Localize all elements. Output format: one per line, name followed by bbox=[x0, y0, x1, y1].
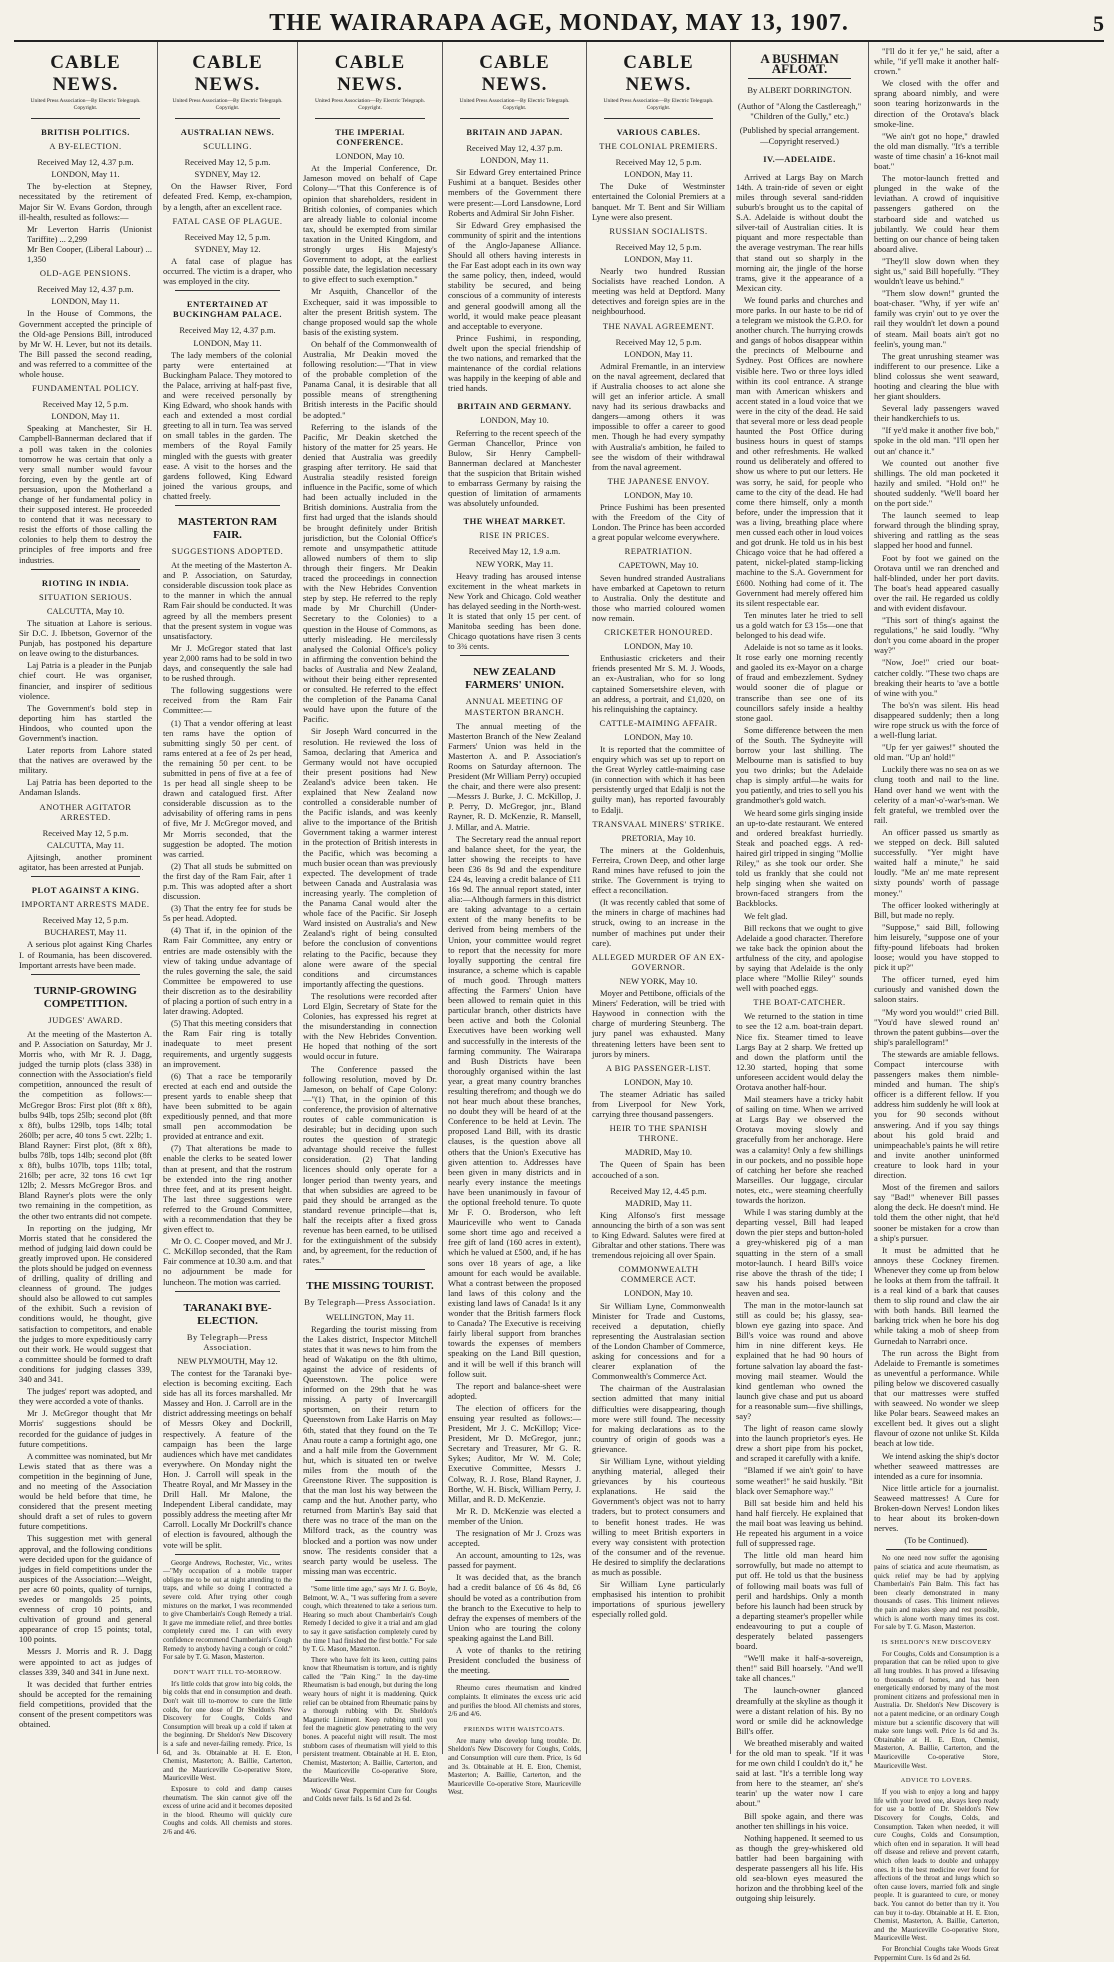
divider bbox=[31, 569, 140, 570]
dateline: SYDNEY, May 12. bbox=[194, 243, 261, 254]
received-line: Received May 12, 5 p.m. bbox=[615, 336, 702, 347]
article-subheading: CATTLE-MAIMING AFFAIR. bbox=[599, 717, 718, 728]
article-subheading: RISE IN PRICES. bbox=[479, 530, 550, 541]
paragraph: In the House of Commons, the Government accepted the principle of the Old-age Pensions Bill, introduced by Mr W. H. Lever, but not its details. The Bill passed the second reading, and was referred to a committee of the whole house. bbox=[19, 308, 152, 379]
paragraph: (6) That a race be temporarily erected at each end and outside the present yards to enable sheep that have been submitted to be again expeditiously penned, and that more small pen accommodation be provided at entrance and exit. bbox=[163, 1070, 292, 1142]
dateline: LONDON, May 11. bbox=[480, 155, 549, 166]
dateline: CAPETOWN, May 10. bbox=[618, 560, 699, 571]
dateline: LONDON, May 11. bbox=[624, 169, 693, 180]
paragraph: While I was staring dumbly at the departing vessel, Bill had leaped down the pier steps and button-holed a grey-whiskered pig of a man squatting in the stern of a small motor-launch. I heard Bill's voice rise above the thrash of the tide; I saw his hands poised between heaven and sea. bbox=[736, 1207, 863, 1298]
paragraph: Sir Edward Grey emphasised the community of spirit and the intentions of the Anglo-Japanese Alliance. Should all others having interests in the Far East adopt each in its own way the same policy, then, indeed, would stability be secured, and being conscious of a community of interests and general goodwill among all the world, it would make peace pleasant and acceptable to everyone. bbox=[448, 219, 581, 331]
paragraph: "Now, Joe!" cried our boat-catcher coldly. "These two chaps are breaking their hearts to 'ave a bottle of wine with you." bbox=[874, 657, 999, 698]
paragraph: "We ain't got no hope," drawled the old man dismally. "It's a terrible waste of time chasin' a 16-knot mail boat." bbox=[874, 130, 999, 172]
divider bbox=[175, 505, 280, 506]
divider bbox=[31, 118, 140, 119]
paragraph: Sir William Lyne particularly emphasised his intention to prohibit importations of spurious jewellery especially rolled gold. bbox=[592, 1579, 725, 1620]
advertisement: Are many who develop lung trouble. Dr. Sheldon's New Discovery for Coughs, Colds, and Consumption will cure them. Price, 1s 6d and 3s. Obtainable at H. E. Eton, Chemist, Masterton; A. Baillie, Carterton, and the Mauriceville Co-operative Store, Mauriceville West. bbox=[448, 1736, 581, 1797]
dateline: LONDON, May 11. bbox=[51, 296, 120, 307]
article-subheading: ANOTHER AGITATOR ARRESTED. bbox=[39, 801, 132, 822]
paragraph: The lady members of the colonial party were entertained at Buckingham Palace. They motored to the Palace, arriving at half-past five, and were received personally by King Edward, who shook hands with each and extended a most cordial greeting to all in turn. Tea was served on small tables in the garden. The members of the Royal Family mingled with the guests with greater ease. A visit to the horses and the gardens followed, King Edward joined the various groups, and chatted freely. bbox=[163, 349, 292, 501]
paragraph: Laj Patria is a pleader in the Punjab chief court. He was organiser, financier, and inspirer of seditious violence. bbox=[19, 660, 152, 701]
dateline: LONDON, May 10. bbox=[624, 1076, 693, 1087]
paragraph: The following suggestions were received from the Ram Fair Committee:— bbox=[163, 685, 292, 716]
paragraph: We intend asking the ship's doctor whether seaweed mattresses are intended as a cure for insomnia. bbox=[874, 1450, 999, 1481]
paragraph: (5) That this meeting considers that the Ram Fair ring is totally inadequate to meet present requirements, and urgently suggests an improvement. bbox=[163, 1018, 292, 1069]
dateline: LONDON, May 10. bbox=[624, 1288, 693, 1299]
paragraph: The by-election at Stepney, necessitated by the retirement of Major Sir W. Evans Gordon, through ill-health, resulted as follows:— bbox=[19, 181, 152, 222]
paragraph: Sir William Lyne, without yielding anything material, alleged their grievances by his courteous explanations. He said the Government's object was not to harry traders, but to protect consumers and to benefit honest trades. He was willing to meet British exporters in every way consistent with protection of the consumer and of the revenue. He desired to simplify the declarations as much as possible. bbox=[592, 1455, 725, 1577]
paragraph: The great unrushing steamer was indifferent to our presence. Like a blind colossus she went seaward, hooting and clearing the blue with her giant shoulders. bbox=[874, 350, 999, 402]
divider bbox=[175, 1554, 280, 1555]
paragraph: The motor-launch fretted and plunged in the wake of the leviathan. A crowd of inquisitive passengers gathered on the starboard side and watched us jubilantly. We could hear them betting on our chance of being taken aboard alive. bbox=[874, 173, 999, 254]
article-subheading: ANNUAL MEETING OF MASTERTON BRANCH. bbox=[464, 696, 565, 717]
source-line: United Press Association—By Electric Telegraph. Copyright. bbox=[603, 98, 714, 111]
advertisement: No one need now suffer the agonising pains of sciatica and acute rheumatism, as quick relief may be had by applying Chamberlain's Pain Balm. This fact has been clearly demonstrated in many thousands of cases. This liniment relieves the pain and makes sleep and rest possible, which is alone worth many times its cost. For sale by T. G. Mason, Masterton. bbox=[874, 1554, 999, 1632]
paragraph: Luckily there was no sea on as we clung tooth and nail to the line. Hand over hand we went with the celerity of a man'-o'-war's-man. We felt grateful, we trembled over the rail. bbox=[874, 764, 999, 825]
received-line: Received May 12, 4.37 p.m. bbox=[37, 157, 134, 168]
advertisement: For Bronchial Coughs take Woods Great Peppermint Cure. 1s 6d and 2s 6d. bbox=[874, 1944, 999, 1962]
paragraph: Adelaide is not so tame as it looks. It rose early one morning recently and gaoled its ex-Mayor on a charge of fraud and embezzlement. Sydney would sooner die of plague or transcribe than see one of its councillors safely inside a healthy stone gaol. bbox=[736, 642, 863, 723]
section-heading: CABLE NEWS. bbox=[50, 52, 121, 95]
paragraph: Mr J. McGregor stated that last year 2,000 rams had to be sold in two days, and consequently the sale had to be rushed through. bbox=[163, 642, 292, 684]
paragraph: Sir Edward Grey entertained Prince Fushimi at a banquet. Besides other members of the Government there were present:—Lord Lansdowne, Lord Roberts and Admiral Sir John Fisher. bbox=[448, 167, 581, 218]
paragraph: The bo's'n was silent. His head disappeared suddenly; then a long wire rope struck us with the force of a well-flung lariat. bbox=[874, 699, 999, 741]
advertisement: Exposure to cold and damp causes rheumatism. The skin cannot give off the excess of urine acid and it becomes deposited in the blood. Rheumo will quickly cure Coughs and colds. All chemists and stores. 2/6 and 4/6. bbox=[163, 1784, 292, 1836]
article-subheading: SUGGESTIONS ADOPTED. bbox=[171, 546, 284, 556]
paragraph: Bill sat beside him and held his hand half fiercely. He explained that the mail boat was leaving us behind. He repeated his argument in a voice full of suppressed rage. bbox=[736, 1497, 863, 1549]
source-line: United Press Association—By Electric Telegraph. Copyright. bbox=[172, 98, 283, 111]
masthead bbox=[14, 8, 1104, 42]
dateline: NEW YORK, May 10. bbox=[619, 975, 698, 986]
advertisement: It's little colds that grow into big colds, the big colds that end in consumption and death. Don't wait till to-morrow to cure the little colds, for one dose of Dr Sheldon's New Discovery for Coughs, Colds and Consumption will break up a cold if taken at the beginning. Dr Sheldon's New Discovery is a safe and never-failing remedy. Price, 1s 6d, and 3s. Obtainable at H. E. Eton, Chemist, Masterton; A. Baillie, Carterton, and the Mauriceville Co-operative Store, Mauriceville West. bbox=[163, 1679, 292, 1783]
section-heading: CABLE NEWS. bbox=[192, 52, 263, 95]
dateline: LONDON, May 10. bbox=[624, 489, 693, 500]
paragraph: Ten minutes later he tried to sell us a gold watch for £3 15s—one that belonged to his dead wife. bbox=[736, 609, 863, 640]
article-subheading: TRANSVAAL MINERS' STRIKE. bbox=[592, 818, 725, 829]
article-subheading: THE COLONIAL PREMIERS. bbox=[599, 141, 718, 152]
section-heading: CABLE NEWS. bbox=[623, 52, 694, 95]
column-2 bbox=[158, 42, 298, 1836]
article-heading: VARIOUS CABLES. bbox=[616, 127, 701, 137]
dateline: WELLINGTON, May 11. bbox=[325, 1311, 415, 1322]
advertisement: Woods' Great Peppermint Cure for Coughs and Colds never fails. 1s 6d and 2s 6d. bbox=[303, 1786, 437, 1804]
dateline: MADRID, May 10. bbox=[624, 1147, 693, 1158]
paragraph: A vote of thanks to the retiring President concluded the business of the meeting. bbox=[448, 1645, 581, 1676]
dateline: MADRID, May 11. bbox=[625, 1197, 692, 1208]
paragraph: Mr O. C. Cooper moved, and Mr J. C. McKillop seconded, that the Ram Fair commence at 10.30 a.m. and that no adjournment be made for luncheon. The motion was carried. bbox=[163, 1236, 292, 1287]
divider bbox=[175, 118, 280, 119]
article-subheading: JUDGES' AWARD. bbox=[48, 1014, 123, 1025]
paragraph: Moyer and Pettibone, officials of the Miners' Federation, will be tried with Haywood in connection with the charge of murdering Steunberg. The jury panel was exhausted. Many threatening letters have been sent to jurors by miners. bbox=[592, 988, 725, 1059]
paragraph: We heard some girls singing inside an up-to-date restaurant. We entered and ordered breakfast hurriedly. Steak and poached eggs. A red-haired girl tripped in singing "Mollie Riley," as she took our order. She told us frankly that she could not help singing when she waited on brown-faced strangers from the Backblocks. bbox=[736, 807, 864, 909]
paragraph: (2) That all studs be submitted on the first day of the Ram Fair, after 1 p.m. This was adopted after a short discussion. bbox=[163, 860, 292, 902]
paragraph: We closed with the offer and sprang aboard nimbly, and were soon tearing horizonwards in the direction of the Orotava's black smoke-line. bbox=[874, 78, 999, 129]
article-heading: AUSTRALIAN NEWS. bbox=[180, 127, 275, 137]
dateline: LONDON, May 11. bbox=[51, 169, 120, 180]
paragraph: "If ye'd make it another five bob," spoke in the old man. "I'll open her out an' chance it." bbox=[874, 425, 999, 456]
paragraph: The miners at the Goldenhuis, Ferreira, Crown Deep, and other large Rand mines have refused to join the strike. The Government is trying to effect a reconciliation. bbox=[592, 844, 725, 896]
paragraph: "We'll make it half-a-sovereign, then!" said Bill hoarsely. "And we'll take all chances." bbox=[736, 1653, 863, 1684]
received-line: Received May 12, 5 p.m. bbox=[42, 827, 129, 838]
article-heading: RIOTING IN INDIA. bbox=[41, 577, 130, 588]
paragraph: Bill spoke again, and there was another ten shillings in his voice. bbox=[736, 1810, 863, 1831]
dateline: CALCUTTA, May 10. bbox=[46, 605, 125, 616]
paragraph: Arrived at Largs Bay on March 14th. A train-ride of seven or eight miles through several sand-ridden suburb's brought us to the capital of S.A. Adelaide is without doubt the silver-tail of Australian cities. It is piquant and more respectable than the average vestryman. The rear hills that stand out so sharply in the morning air, the jingle of the horse trams, give it the appearance of a Mexican city. bbox=[736, 171, 863, 293]
article-subheading: SITUATION SERIOUS. bbox=[38, 591, 133, 602]
paragraph: In reporting on the judging, Mr Morris stated that he considered the method of judging laid down could be greatly improved upon. He considered the plots should be judged on evenness of drilling, quality of drilling and cleanness of ground. The judges should also be allowed to cut samples of the exhibit. Such a revision of conditions would, he thought, give satisfaction to competitors, and enable the judges to more expeditiously carry out their work. He would suggest that a committee should be formed to draft conditions for judging classes 339, 340 and 341. bbox=[19, 1222, 152, 1385]
paragraph: A committee was nominated, but Mr Lewis stated that as there was a competition in the beginning of June, and no meeting of the Association would be held before that time, he considered that the present meeting should draft a set of rules to govern future competitions. bbox=[19, 1450, 152, 1532]
paragraph: Ajitsingh, another prominent agitator, has been arrested at Punjab. bbox=[19, 851, 152, 872]
continued-note: (To be Continued). bbox=[904, 1535, 969, 1546]
article-subheading: SCULLING. bbox=[203, 141, 252, 152]
article-subheading: ALLEGED MURDER OF AN EX-GOVERNOR. bbox=[592, 951, 725, 972]
article-subheading: THE BOAT-CATCHER. bbox=[753, 997, 846, 1008]
article-subheading: THE JAPANESE ENVOY. bbox=[607, 475, 710, 486]
divider bbox=[886, 1549, 987, 1550]
dateline: LONDON, May 11. bbox=[624, 253, 693, 264]
article-heading: TARANAKI BYE-ELECTION. bbox=[183, 1301, 272, 1327]
article-heading: TURNIP-GROWING COMPETITION. bbox=[34, 984, 137, 1010]
serial-title: A BUSHMAN AFLOAT. bbox=[760, 51, 839, 77]
received-line: Received May 12, 4.37 p.m. bbox=[179, 325, 276, 336]
column-4 bbox=[443, 42, 587, 1797]
paragraph: It is reported that the committee of enquiry which was set up to report on the Great Wyrley cattle-maiming case (in connection with which it has been persistently urged that Edalji is not the guilty man), has reported favourably to Edalji. bbox=[592, 743, 725, 815]
dateline: LONDON, May 11. bbox=[193, 337, 262, 348]
paragraph: Enthusiastic cricketers and their friends presented Mr S. M. J. Woods, an ex-Australian, who for so long captained Somersetshire eleven, with an address, a portrait, and £1,020, on his relinquishing the captaincy. bbox=[592, 653, 725, 714]
article-subheading: THE NAVAL AGREEMENT. bbox=[602, 320, 715, 331]
publish-note: (Published by special arrangement. —Copyright reserved.) bbox=[739, 125, 860, 146]
advertisement-heading: DON'T WAIT TILL TO-MORROW. bbox=[173, 1668, 282, 1676]
paragraph: We counted out another five shillings. The old man pocketed it hazily and smiled. "Hold on!" he shouted suddenly. "We'll board her on the port side." bbox=[874, 457, 999, 509]
article-heading: THE WHEAT MARKET. bbox=[463, 516, 566, 527]
paragraph: The Government's bold step in deporting him has startled the Hindoos, who counted upon the Government's inaction. bbox=[19, 702, 152, 743]
paragraph: Laj Patria has been deported to the Andaman Islands. bbox=[19, 777, 152, 798]
paragraph: (3) That the entry fee for studs be 5s per head. Adopted. bbox=[163, 903, 292, 924]
paragraph: King Alfonso's first message announcing the birth of a son was sent to King Edward. Salutes were fired at Gibraltar and other stations. There was tremendous rejoicing all over Spain. bbox=[592, 1209, 725, 1261]
divider bbox=[460, 118, 569, 119]
received-line: Received May 12, 5 p.m. bbox=[184, 231, 271, 242]
column-1 bbox=[14, 42, 158, 1754]
paragraph: Mr R. D. McKenzie was elected a member of the Union. bbox=[448, 1505, 581, 1526]
paragraph: Speaking at Manchester, Sir H. Campbell-Bannerman declared that if a poll was taken in the colonies tomorrow he was certain that only a very small number would favour forcing, even by the gentle art of persuasion, upon the Motherland a change of her fundamental policy in their supposed interest. He proceeded to contend that it was necessary to resist the efforts of those calling the colonies to help them to destroy the principles of free imports and free industries. bbox=[19, 423, 152, 565]
column-7 bbox=[869, 42, 1004, 1962]
paragraph: We felt glad. bbox=[744, 910, 788, 921]
paragraph: The launch-owner glanced dreamfully at the skyline as though it were a distant relation of his. By no word or smile did he acknowledge Bill's offer. bbox=[736, 1685, 863, 1736]
divider bbox=[31, 876, 140, 877]
dateline: NEW YORK, May 11. bbox=[475, 558, 554, 569]
paragraph: The chairman of the Australasian section admitted that many initial difficulties were disappearing, though more were still found. The necessity for making declarations as to the country of origin of goods was a grievance. bbox=[592, 1383, 725, 1454]
paragraph: We found parks and churches and more parks. In our haste to be rid of a telegram we mistook the G.P.O. for another church. The hurrying crowds and gangs of hobos disappear within the precincts of Melbourne and Sydney. Post Offices are nowhere visible here. Two or three loys idled within its cool entrance. A strange man with American whiskers and accent stated in a loud voice that we were in the city of the dead. He said that several more or less dead people haunted the Post Office during business hours in quest of stamps and other refreshments. He walked round us deliberately and offered to show us where to put our letters. He was sorry, he said, for people who came to the city of the dead. He had come there himself, only a month before, under the impression that it was a living, breathing place where men cussed each other in loud voices and got drunk. He told us in his best Chicago voice that he had offered a patent, nickel-plated stamp-licking machine to the S.A. Government for £600. Nothing had come of it. The Government had merely offered him its silent respectable ear. bbox=[736, 294, 863, 608]
section-heading: CABLE NEWS. bbox=[479, 52, 550, 95]
advertisement: Rheumo cures rheumatism and kindred complaints. It eliminates the excess uric acid and purifies the blood. All chemists and stores, 2/6 and 4/6. bbox=[448, 1684, 581, 1719]
column-6 bbox=[731, 42, 869, 1904]
article-subheading: COMMONWEALTH COMMERCE ACT. bbox=[618, 1264, 699, 1285]
paragraph: Prince Fushimi has been presented with the Freedom of the City of London. The Prince has been accorded a great popular welcome everywhere. bbox=[592, 502, 725, 543]
paragraph: Nothing happened. It seemed to us as though the grey-whiskered old battler had been bargaining with desperate passengers all his life. His old sea-blown eyes measured the horizon and the throbbing keel of the outgoing ship leisurely. bbox=[736, 1832, 863, 1904]
paragraph: It must be admitted that he annoys these Cockney firemen. Whenever they come up from below he looks at them from the taffrail. It is a real kind of a bark that causes them to slip round and claw the air with both hands. Bill learned the barking trick when he bore his dog while taking a mob of sheep from Gurnedah to Narrabri once. bbox=[874, 1244, 999, 1346]
article-heading: THE MISSING TOURIST. bbox=[306, 1280, 434, 1293]
masthead-title: THE WAIRARAPA AGE, MONDAY, MAY 13, 1907. bbox=[269, 10, 849, 36]
paragraph: The little old man heard him sorrowfully, but made no attempt to put off. He told us that the business of following mail boats was full of peril and hardships. Only a month before his launch had been struck by a departing steamer's propeller while endeavouring to put a couple of desperately belated passengers board. bbox=[736, 1550, 863, 1652]
paragraph: The election of officers for the ensuing year resulted as follows:—President, Mr J. C. McKillop; Vice-President, Mr D. McGregor, junr.; Secretary and Treasurer, Mr G. R. Sykes; Auditor, Mr W. M. Cole; Executive Committee, Messrs J. Colway, R. J. Rose, Bland Rayner, J. Borthe, W. H. Bisck, William Perry, J. Millar, and R. D. McKenzie. bbox=[448, 1402, 581, 1504]
paragraph: On behalf of the Commonwealth of Australia, Mr Deakin moved the following resolution:—"That in view of the probable completion of the Panama Canal, it is desirable that all possible means of strengthening British interests in the Pacific should be adopted." bbox=[303, 338, 437, 420]
received-line: Received May 12, 5 p.m. bbox=[184, 157, 271, 168]
paragraph: Admiral Fremantle, in an interview on the naval agreement, declared that if Australia chooses to act alone she will get an inferior article. A small navy had its serious drawbacks and dangers—among others it was impossible to offer a career to good men. Though he had every sympathy with Australia's ambition, he failed to see the wisdom of their withdrawal from the naval agreement. bbox=[592, 360, 725, 472]
paragraph: Sir William Lyne, Commonwealth Minister for Trade and Customs, received a deputation, chiefly representing the Australasian section of the London Chamber of Commerce, asking for concessions and for a clearer explanation of the Commonwealth's Commerce Act. bbox=[592, 1300, 725, 1382]
divider bbox=[460, 1679, 569, 1680]
divider bbox=[175, 1291, 280, 1292]
article-heading: PLOT AGAINST A KING. bbox=[31, 885, 140, 896]
paragraph: Later reports from Lahore stated that the natives are overawed by the military. bbox=[19, 745, 152, 776]
advertisement: "Some little time ago," says Mr J. G. Boyle, Belmont, W. A., "I was suffering from a severe cough, which threatened to take a serious turn. Hearing so much about Chamberlain's Cough Remedy I decided to give it a trial and am glad to say it gave satisfaction completely cured by the time I had finished the first bottle." For sale by T. G. Mason, Masterton. bbox=[303, 1584, 437, 1654]
received-line: Received May 12, 4.37 p.m. bbox=[466, 143, 563, 154]
advertisement-heading: IS SHELDON'S NEW DISCOVERY bbox=[881, 1638, 992, 1646]
dateline: LONDON, May 11. bbox=[624, 348, 693, 359]
source-line: United Press Association—By Electric Telegraph. Copyright. bbox=[30, 98, 141, 111]
paragraph: We returned to the station in time to see the 12 a.m. boat-train depart. Nice fix. Steamer timed to leave Largs Bay at 2 sharp. We fretted up and down the platform until the 12.30 started, hoping that some unforeseen accident would delay the Orotava another half-hour. bbox=[736, 1011, 863, 1092]
paragraph: At the meeting of the Masterton A. and P. Association on Saturday, Mr J. Morris who, with Mr R. J. Dagg, judged the turnip plots (class 338) in connection with the Association's field competition, announced the result of the competition as follows:—McGregor Bros: First plot (8ft x 8ft), bulbs 94lb, tops 25lb; second plot (8ft x 8ft), bulbs 129lb, tops 14lb; total 260lb; per acre, 40 tons 5 cwt. 22lb; 1. Bland Rayner: First plot, (8ft x 8ft), bulbs 78lb, tops 14lb; second plot (8ft x 8ft), bulbs 107lb, tops 11lb; total, 216lb; per acre, 32 tons 16 cwt 1qr 12lb; 2. Messrs McGregor Bros. and Bland Rayner's plots were the only two remaining in the competition, as the other two entrants did not compete. bbox=[19, 1028, 152, 1221]
paragraph: "Up fer yer gaiwes!" shouted the old man. "Up an' hold!" bbox=[874, 742, 999, 763]
paragraph: (1) That a vendor offering at least ten rams have the option of submitting singly 50 per cent. of rams entered at a fee of 2s per head, the remaining 50 per cent. to be submitted in pens of five at a fee of 1s per head all single sheep to be drawn and catalogued first. After considerable discussion as to the advisability of offering rams in pens of five, Mr J. McGregor moved, and Mr Morris seconded, that the suggestion be adopted. The motion was carried. bbox=[163, 717, 292, 859]
paragraph: "This sort of thing's against the regulations," he said loudly. "Why don't you come aboard in the proper way?" bbox=[874, 615, 999, 656]
paragraph: "My word you would!" cried Bill. "You'd have slewed round an' thrown the patent gubbins—over the ship's paralellogram!" bbox=[874, 1006, 999, 1047]
paragraph: A fatal case of plague has occurred. The victim is a draper, who was employed in the city. bbox=[163, 255, 292, 287]
article-subheading: IMPORTANT ARRESTS MADE. bbox=[21, 899, 150, 910]
paragraph: "Them slow down!" grunted the boat-chaser. "Why, if yer wife an' family was cryin' out to ye over the rail they wouldn't let down a pound of steam. Mail boats ain't got no feelin's, young man." bbox=[874, 288, 999, 349]
divider bbox=[460, 655, 569, 656]
dateline: LONDON, May 11. bbox=[51, 411, 120, 422]
paragraph: An officer passed us smartly as we stepped on deck. Bill saluted successfully. "Yer might have waited half a minute," he said loudly. "Me an' me mate represent sixty pounds' worth of passage money." bbox=[874, 826, 999, 898]
article-subheading: HEIR TO THE SPANISH THRONE. bbox=[609, 1123, 708, 1144]
dateline: SYDNEY, May 12. bbox=[194, 169, 261, 180]
article-subheading: FATAL CASE OF PLAGUE. bbox=[172, 215, 283, 226]
article-heading: BRITISH POLITICS. bbox=[41, 127, 130, 137]
dateline: NEW PLYMOUTH, May 12. bbox=[177, 1355, 278, 1366]
paragraph: The resolutions were recorded after Lord Elgin, Secretary of State for the Colonies, has expressed his regret at the misunderstanding in connection with the New Hebrides Convention. He hoped that nothing of the sort would occur in future. bbox=[303, 990, 437, 1062]
received-line: Received May 12, 5 p.m. bbox=[42, 915, 129, 926]
paragraph: The Conference passed the following resolution, moved by Dr. Jameson, on behalf of Cape Colony:—"(1) That, in the opinion of this conference, the provision of alternative routes of cable communication is desirable; but in deciding upon such routes the question of strategic advantage should receive the fullest consideration. (2) That landing licences should only operate for a longer period than twenty years, and that when subsidies are agreed to be paid they should be arranged as the standard revenue principle—that is, half the receipts after a fixed gross revenue has been earned, to be utilised for the extinguishment of the subsidy and, by agreement, for the reduction of rates." bbox=[303, 1063, 437, 1266]
advertisement-heading: FRIENDS WITH WAISTCOATS. bbox=[463, 1725, 566, 1733]
article-heading: ENTERTAINED AT BUCKINGHAM PALACE. bbox=[173, 299, 282, 320]
article-subheading: FUNDAMENTAL POLICY. bbox=[31, 383, 140, 394]
received-line: Received May 12, 5 p.m. bbox=[615, 157, 702, 168]
columns bbox=[14, 42, 1104, 1962]
paragraph: Seven hundred stranded Australians have embarked at Capetown to return to Australia. Only the destitute and those who married coloured women now remain. bbox=[592, 572, 725, 623]
paragraph: The report and balance-sheet were adopted. bbox=[448, 1380, 581, 1401]
page-number: 5 bbox=[1093, 11, 1104, 36]
divider bbox=[315, 1269, 425, 1270]
dateline: PRETORIA, May 10. bbox=[621, 832, 696, 843]
paragraph: The situation at Lahore is serious. Sir D.C. J. Ibbetson, Governor of the Punjab, has postponed his departure on leave owing to the disturbances. bbox=[19, 617, 152, 659]
paragraph: It was decided that, as the branch had a credit balance of £6 4s 8d, £6 should be voted as a contribution from the branch to the Executive to help to defray the expenses of members of the Union who are touring the colony speaking against the Land Bill. bbox=[448, 1572, 581, 1643]
chapter-heading: IV.—ADELAIDE. bbox=[763, 153, 836, 164]
byline: By Telegraph—Press Association. bbox=[186, 1331, 269, 1352]
source-line: United Press Association—By Electric Telegraph. Copyright. bbox=[459, 98, 570, 111]
paragraph: Mail steamers have a tricky habit of sailing on time. When we arrived at Largs Bay we observed the Orotava moving slowly and gracefully from her anchorage. Here was a calamity! Only a few shillings in our pockets, and no possible hope of catching her before she reached Marseilles. Our luggage, circular notes, etc., were steaming cheerfully towards the horizon. bbox=[736, 1094, 863, 1206]
article-heading: THE IMPERIAL CONFERENCE. bbox=[335, 127, 405, 148]
paragraph: We breathed miserably and waited for the old man to speak. "If it was for me own child I couldn't do it," he said at last. "It's a terrible long way from here to the steamer, an' she's tearin' up the water now I care about." bbox=[736, 1737, 863, 1809]
article-heading: BRITAIN AND JAPAN. bbox=[466, 127, 563, 137]
byline: By Telegraph—Press Association. bbox=[304, 1297, 436, 1308]
paragraph: Nearly two hundred Russian Socialists have reached London. A meeting was held at Deptford. Many detectives and foreign spies are in the neighbourhood. bbox=[592, 266, 725, 317]
divider bbox=[604, 118, 713, 119]
paragraph: The Queen of Spain has been accouched of a son. bbox=[592, 1159, 725, 1180]
author-note: (Author of "Along the Castlereagh," "Children of the Gully," etc.) bbox=[737, 101, 862, 122]
dateline: BUCHAREST, May 11. bbox=[44, 927, 127, 938]
article-subheading: A BIG PASSENGER-LIST. bbox=[605, 1062, 712, 1073]
divider bbox=[748, 78, 851, 79]
paragraph: The contest for the Taranaki bye-election is becoming exciting. Each side has all its forces marshalled. Mr Massey and Hon. J. Carroll are in the district addressing meetings on behalf of Messrs Okey and Dockrill, respectively. A feature of the campaign has been the large audiences which have met candidates everywhere. On Monday night the Hon. J. Carroll will speak in the Theatre Royal, and Mr Massey in the Drill Hall. Mr Malone, the Independent Liberal candidate, may possibly address the meeting after Mr Carroll. Locally Mr Dockrill's chance of election is favoured, although the vote will be split. bbox=[163, 1367, 292, 1550]
received-line: Received May 12, 4.45 p.m. bbox=[610, 1185, 707, 1196]
column-3 bbox=[298, 42, 443, 1804]
paragraph: The officer looked witheringly at Bill, but made no reply. bbox=[874, 899, 999, 920]
paragraph: Most of the firemen and sailors say "Bad!" whenever Bill passes along the deck. He doesn't mind. He told them the other night, that he'd sooner be mistaken for a crow than a ship's pursuer. bbox=[874, 1182, 999, 1243]
paragraph: Referring to the recent speech of the German Chancellor, Prince von Bulow, Sir Henry Campbell-Bannerman declared at Manchester that the suspicion that Britain wished to embarrass Germany by raising the question of limitation of armaments was absolutely unfounded. bbox=[448, 427, 581, 509]
advertisement-heading: ADVICE TO LOVERS. bbox=[900, 1777, 973, 1785]
article-subheading: A BY-ELECTION. bbox=[49, 141, 122, 152]
paragraph: The run across the Bight from Adelaide to Fremantle is sometimes as uneventful a performance. While piling below we discovered casually that our mattresses were stuffed with seaweed. No wonder we sleep like Polar bears. Seaweed makes an excellent bed. It gives out a slight flavour of ozone not unlike St. Kilda beach at low tide. bbox=[874, 1347, 999, 1449]
paragraph: This suggestion met with general approval, and the following conditions were decided upon for the guidance of judges in field competitions under the auspices of the Association:—Weight, per acre 60 points, quality of turnips, swedes or mangolds 25 points, evenness of crop 10 points, and cultivation of ground and general appearance of crop 15 points; total, 100 points. bbox=[19, 1533, 152, 1645]
paragraph: The annual meeting of the Masterton Branch of the New Zealand Farmers' Union was held in the Masterton A. and P. Association's Rooms on Saturday afternoon. The President (Mr William Perry) occupied the chair, and there were also present:—Messrs J. Burke, J. C. McKillop, J. P. Perry, D. McGregor, jnr., Bland Rayner, R. D. McKenzie, R. Mansell, J. Millar, and A. Matrie. bbox=[448, 720, 581, 832]
divider bbox=[31, 974, 140, 975]
paragraph: A serious plot against King Charles I. of Roumania, has been discovered. Important arrests have been made. bbox=[19, 939, 152, 970]
dateline: LONDON, May 10. bbox=[624, 731, 693, 742]
paragraph: The officer turned, eyed him curiously and vanished down the saloon stairs. bbox=[874, 974, 999, 1005]
dateline: LONDON, May 10. bbox=[335, 151, 405, 162]
paragraph: (It was recently cabled that some of the miners in charge of machines had struck, owing to an increase in the number of machines put under their care). bbox=[592, 897, 725, 948]
dateline: LONDON, May 10. bbox=[480, 415, 549, 426]
divider bbox=[315, 1580, 425, 1581]
article-heading: NEW ZEALAND FARMERS' UNION. bbox=[465, 666, 564, 692]
paragraph: "Suppose," said Bill, following him leisurely, "suppose one of your fifty-pound lifeboats had broken loose; would you have stopped to pick it up?" bbox=[874, 921, 999, 973]
received-line: Received May 12, 5 p.m. bbox=[42, 399, 129, 410]
dateline: LONDON, May 10. bbox=[624, 641, 693, 652]
paragraph: Foot by foot we gained on the Orotava until we ran drenched and half-blinded, under her port davits. The boat's head appeared casually over the rail. He regarded us coldly and with evident disfavour. bbox=[874, 552, 999, 613]
source-line: United Press Association—By Electric Telegraph. Copyright. bbox=[315, 98, 425, 111]
poll-result: Mr Leverton Harris (Unionist Tariffite) ... 2,299 bbox=[27, 223, 152, 244]
advertisement: There who have felt its keen, cutting pains know that Rheumatism is torture, and is rightly called the "Pain King." In the day-time Rheumatism is bad enough, but during the long weary hours of night it is maddening. Quick relief can be obtained from Rheumatic pains by a thorough rubbing with Dr. Sheldon's Magnetic Liniment. Keep rubbing until you feel the magnetic glow penetrating to the very bones. A peaceful night will result. The most stubborn cases of rheumatism will yield to this persistent treatment. Obtainable at H. E. Eton, Chemist, Masterton; A. Baillie, Carterton, and the Mauriceville Co-operative Store, Mauriceville West. bbox=[303, 1655, 437, 1784]
paragraph: Some difference between the men of the South. The Sydneyite will borrow your last shilling. The Melbourne man is satisfied to buy you two drinks; but the Adelaide chap is simply artful—he waits for you patiently, and tries to sell you his grandmother's gold watch. bbox=[736, 724, 863, 806]
paragraph: "Blamed if we ain't goin' to have some weather!" he said huskily. "Bit black over Semaphore way." bbox=[736, 1465, 863, 1496]
paragraph: Sir Joseph Ward concurred in the resolution. He reviewed the loss of Samoa, declaring that America and Germany would not have occupied their present positions had New Zealand's advice been taken. He explained that New Zealand now controlled a considerable number of the Pacific islands, and was keenly alive to the importance of the British Government taking a warmer interest in the protection of British interests in the Pacific, which was becoming a much busier ocean than was previously expected. The development of trade between Canada and Australasia was increasing yearly. The completion of the Panama Canal would alter the whole face of the Pacific. Sir Joseph Ward insisted on Australia's and New Zealand's right of being consulted before the conclusion of conventions relating to the Pacific, because they alone were aware of the special conditions and circumstances importantly affecting the questions. bbox=[303, 726, 437, 989]
article-subheading: REPATRIATION. bbox=[624, 546, 693, 557]
article-subheading: OLD-AGE PENSIONS. bbox=[39, 268, 132, 279]
received-line: Received May 12, 1.9 a.m. bbox=[468, 546, 561, 557]
paragraph: The man in the motor-launch sat still as could be; his glassy, sea-blown eye gazing into space. And Bill's voice was round and above him in nine different keys. He explained that he had 90 hours of fortune salvation lay aboard the fast-moving mail steamer. Would the kind gentleman who owned the launch give chase and put us aboard for a reasonable sum—five shillings, say? bbox=[736, 1299, 863, 1421]
paragraph: The light of reason came slowly into the launch proprietor's eyes. He drew a short pipe from his pocket, and scraped it carefully with a knife. bbox=[736, 1423, 863, 1464]
paragraph: It was decided that further entries should be accepted for the remaining field competitions, provided that the consent of the present competitors was obtained. bbox=[19, 1678, 152, 1730]
article-subheading: CRICKETER HONOURED. bbox=[604, 627, 713, 638]
paragraph: Mr J. McGregor thought that Mr Morris' suggestions should be recorded for the guidance of judges in future competitions. bbox=[19, 1408, 152, 1449]
paragraph: Bill reckons that we ought to give Adelaide a good character. Therefore we take back the opinion about the artfulness of the city, and apologise by saying that Adelaide is the only place where "Mollie Riley" sounds well with poached eggs. bbox=[736, 922, 863, 994]
paragraph: (7) That alterations be made to enable the clerks to be seated lower than at present, and that the rostrum be extended into the ring another three feet, and at its present height. The last three suggestions were referred to the Ground Committee, with a recommendation that they be given effect to. bbox=[163, 1143, 292, 1235]
byline: By ALBERT DORRINGTON. bbox=[747, 85, 852, 96]
article-subheading: RUSSIAN SOCIALISTS. bbox=[609, 225, 708, 236]
paragraph: Referring to the islands of the Pacific, Mr Deakin sketched the history of the matter for 25 years. He denied that Australia was greedily grasping after territory. He said that Australia steadily resisted foreign influence in the Pacific, some of which had been actually included in the British dominions. Australia from the first had urged that the islands should be brought definitely under British jurisdiction, but the Colonial Office's remote and unsympathetic attitude allowed numbers of them to slip through their fingers. Mr Deakin traced the proceedings in connection with the New Hebrides Convention step by step. He referred to the reply made by Mr Churchill (Under-Secretary to the Colonies) to a question in the House of Commons, as utterly misleading. He mercilessly analysed the Colonial Office's policy in affirming the convention behind the backs of Australia and New Zealand, without their being either represented or consulted. He referred to the effect the completion of the Panama Canal would have upon the future of the Pacific. bbox=[303, 421, 437, 725]
divider bbox=[315, 118, 425, 119]
paragraph: "I'll do it fer ye," he said, after a while, "if ye'll make it another half-crown." bbox=[874, 46, 999, 77]
paragraph: At the Imperial Conference, Dr. Jameson moved on behalf of Cape Colony—"That this Conference is of opinion that shareholders, resident in British colonies, of companies which are already liable to colonial income tax, should be exempted from similar taxation in the United Kingdom, and strongly urges His Majesty's Government to adopt, at the earliest possible date, the legislation necessary to give effect to such exemption." bbox=[303, 163, 437, 285]
divider bbox=[175, 290, 280, 291]
paragraph: Prince Fushimi, in responding, dwelt upon the special friendship of the two nations, and remarked that the maintenance of the cordial relations was happily in the keeping of able and tried hands. bbox=[448, 332, 581, 394]
paragraph: Messrs J. Morris and R. J. Dagg were appointed to act as judges of classes 339, 340 and 341 in June next. bbox=[19, 1646, 152, 1677]
paragraph: Heavy trading has aroused intense excitement in the wheat markets in New York and Chicago. Cold weather has delayed seeding in the North-west. It is stated that only 15 per cent. of Manitoba seeding has been done. Chicago quotations have risen 3 cents to 3¾ cents. bbox=[448, 570, 581, 652]
paragraph: The steamer Adriatic has sailed from Liverpool for New York, carrying three thousand passengers. bbox=[592, 1088, 725, 1120]
received-line: Received May 12, 4.37 p.m. bbox=[37, 284, 134, 295]
paragraph: An account, amounting to 12s, was passed for payment. bbox=[448, 1550, 581, 1571]
paragraph: The Secretary read the annual report and balance sheet, for the year, the latter showing the receipts to have been £36 8s 9d and the expenditure £24 4s, leaving a credit balance of £11 16s 9d. The annual report stated, inter alia:—Although farmers in this district are taking advantage to a certain extent of the many benefits to be derived from being members of the Union, your committee would regret to report that the necessity for more loyally supporting the central fire insurance, a scheme which is capable of much good. Through matters affecting the Farmers' Union have been allowed to remain quiet in this particular branch, other districts have been active and both the Colonial Executives have been working well and successfully in the interests of the farming community. The Wairarapa and Bush Districts have been thoroughly organised within the last year, a great many country branches resulting therefrom; and though we do not hear much about these branches, no doubt they will be heard of at the Conference to be held at Levin. The proposed Land Bill, with its drastic clauses, is the question above all others that the Union's Executive has given attention to. Addresses have been given in many districts and in nearly every instance the meetings have been unanimously in favour of the optional freehold tenure. To quote Mr F. O. Broderson, who left Mauriceville who went to Canada some short time ago and received a free gift of land (160 acres in extent), which he valued at £500, and, if he has sons over 18 years of age, a like amount for each would be available. What a contrast between the proposed land laws of this colony and the existing land laws of Canada! Is it any wonder that the British farmers flock to Canada? The Executive is receiving fairly liberal support from branches towards the expenses of members speaking on the Land Bill question, and it will be well if this branch will follow suit. bbox=[448, 833, 581, 1379]
paragraph: The stewards are amiable fellows. Compact intercourse with passengers makes them nimble-minded and human. The ship's officer is a different fellow. If you address him suddenly he will look at you for 90 seconds without answering. And if you say things about his gold braid and unimpeachable's paints he will retire and invite another uninformed creature to look hard in your direction. bbox=[874, 1048, 999, 1181]
paragraph: The resignation of Mr J. Crozs was accepted. bbox=[448, 1528, 581, 1549]
poll-result: Mr Ben Cooper, (Liberal Labour) ... 1,350 bbox=[27, 243, 152, 265]
advertisement: If you wish to enjoy a long and happy life with your loved one, always keep ready for use a bottle of Dr. Sheldon's New Discovery for Coughs, Colds, and Consumption. Taken when needed, it will cure Coughs, Colds and Consumption, which often end in separation. It will head off disease and relieve and prevent catarrh, which often leads to double and unhappy ones. It is the best medicine ever found for affections of the throat and lungs which so often cause lovers, married folk and single people. It is guaranteed to cure, or money back. You cannot do better than try it. You can buy it to-day. Obtainable at H. E. Eton, Chemist, Masterton, A. Baillie, Carterton, and the Mauriceville Co-operative Store, Mauriceville West. bbox=[874, 1788, 999, 1943]
column-5 bbox=[587, 42, 731, 1754]
paragraph: (4) That if, in the opinion of the Ram Fair Committee, any entry or entries are made ostensibly with the view of taking undue advantage of the rules governing the sale, the said Committee be empowered to use their discretion as to the desirability of placing a portion of such entry in a later drawing. Adopted. bbox=[163, 925, 292, 1017]
dateline: CALCUTTA, May 11. bbox=[47, 839, 124, 850]
paragraph: The launch seemed to leap forward through the blinding spray, shivering and rattling as the seas slapped her hood and funnel. bbox=[874, 510, 999, 551]
paragraph: Mr Asquith, Chancellor of the Exchequer, said it was impossible to alter the present British system. The change proposed would sap the whole basis of the existing system. bbox=[303, 286, 437, 337]
article-heading: MASTERTON RAM FAIR. bbox=[177, 516, 278, 541]
paragraph: At the meeting of the Masterton A. and P. Association, on Saturday, considerable discussion took place as to the manner in which the annual Ram Fair should be conducted. It was agreed by all the members present that the present system in vogue was unsatisfactory. bbox=[163, 560, 292, 641]
advertisement: For Coughs, Colds and Consumption is a preparation that can be relied upon to give all lung troubles. It has proved a lifesaving to thousands of homes, and has been energetically endorsed by many of the most prominent citizens and professional men in Australia. Dr. Sheldon's New Discovery is not a patent medicine, or an ordinary Cough mixture but a scientific discovery that will make sore lungs well. Price 1s 6d and 3s. Obtainable at H. E. Eton, Chemist, Masterton, A. Baillie, Carterton, and the Mauriceville Co-operative Store, Mauriceville West. bbox=[874, 1649, 999, 1770]
received-line: Received May 12, 5 p.m. bbox=[615, 241, 702, 252]
paragraph: Several lady passengers waved their handkerchiefs to us. bbox=[874, 403, 999, 424]
paragraph: The Duke of Westminster entertained the Colonial Premiers at a banquet. Mr T. Bent and Sir William Lyne were also present. bbox=[592, 181, 725, 222]
paragraph: On the Hawser River, Ford defeated Fred. Kemp, ex-champion, by a length, after an excellent race. bbox=[163, 181, 292, 212]
paragraph: Nice little article for a journalist. Seaweed mattresses! A Cure for Broken-down Nerves! London likes to hear about its broken-down nerves. bbox=[874, 1482, 999, 1534]
paragraph: The judges' report was adopted, and they were accorded a vote of thanks. bbox=[19, 1386, 152, 1407]
advertisement: George Andrews, Rochester, Vic., writes —"My occupation of a mobile trapper obliges me to be out at night attending to the traps, and while so doing I contracted a severe cold. After trying other cough mixtures on the market, I was recommended to give Chamberlain's Cough Remedy a trial. It gave me immediate relief, and three bottles completely cured me. I can with every confidence recommend Chamberlain's Cough Remedy to anybody having a cough or cold." For sale by T. G. Mason, Masterton. bbox=[163, 1558, 292, 1662]
article-heading: BRITAIN AND GERMANY. bbox=[457, 401, 572, 412]
paragraph: "They'll slow down when they sight us," said Bill hopefully. "They wouldn't leave us behind." bbox=[874, 255, 999, 287]
paragraph: Regarding the tourist missing from the Lakes district, Inspector Mitchell states that it was news to him from the head of Wakatipu on the 8th ultimo, against the advice of residents of Queenstown. The police were informed on the 29th that he was missing. A party of Invercargill sportsmen, on their return to Queenstown from Lake Harris on May 6th, stated that they found on the Te Anau route a camp a fortnight ago, one and a half mile from the Government hut, which is situated ten or twelve miles from the mouth of the Greenstone River. The supposition is that the man lost his way between the camp and the hut. Another party, who returned from Martin's Bay said that there was no trace of the man on the Milford track, as the country was blocked and a portion was now under snow. The residents consider that a search party would be useless. The missing man was eccentric. bbox=[303, 1323, 437, 1576]
section-heading: CABLE NEWS. bbox=[334, 52, 406, 95]
